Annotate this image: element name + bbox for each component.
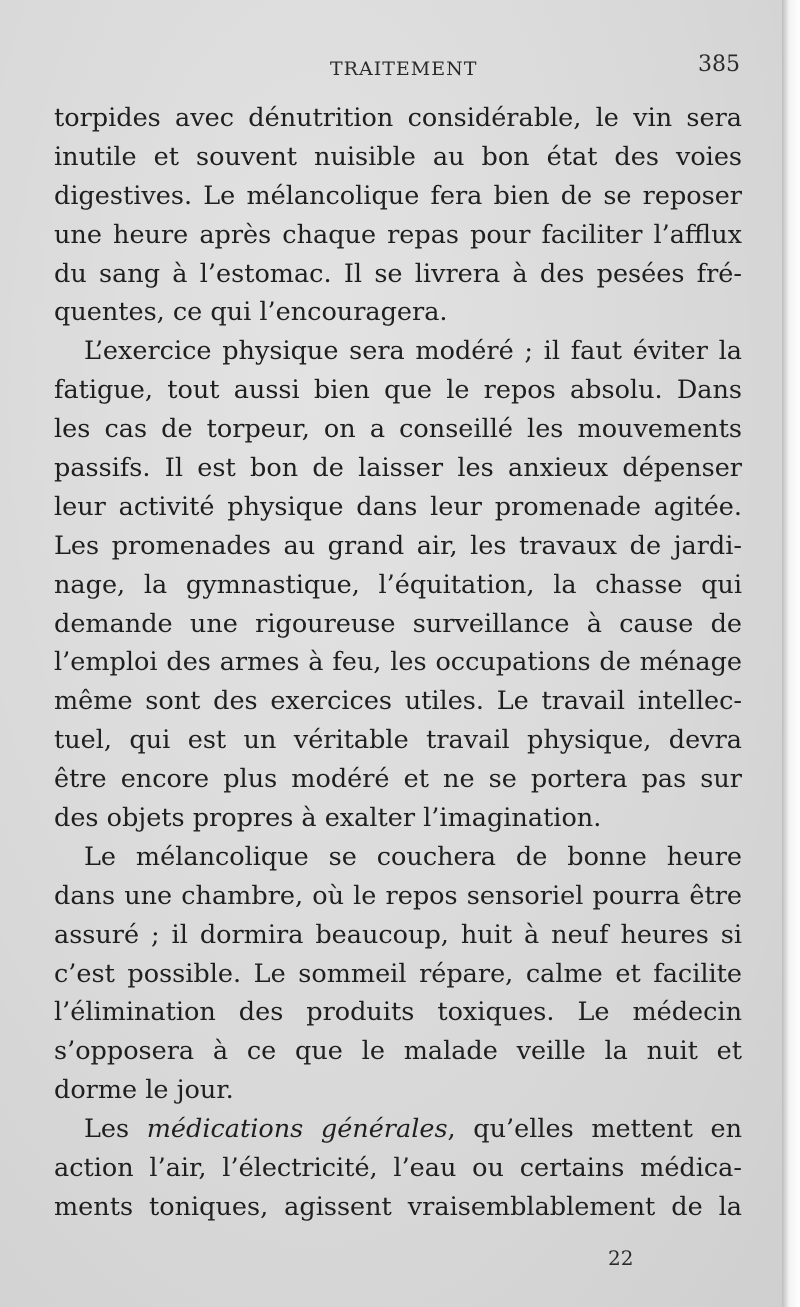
- page-number: 385: [698, 52, 740, 77]
- text-line: Les promenades au grand air, les travaux de jardi-: [54, 530, 742, 561]
- text-line: ments toniques, agissent vraisemblablement de la: [54, 1191, 742, 1222]
- text-line: torpides avec dénutrition considérable, le vin sera: [54, 103, 742, 133]
- text-line: leur activité physique dans leur promenade agitée.: [54, 491, 742, 522]
- text-line: même sont des exercices utiles. Le travail intellec-: [54, 686, 742, 717]
- text-fragment: , qu’elles mettent en: [447, 1114, 742, 1145]
- text-line: Le mélancolique se couchera de bonne heure: [84, 841, 742, 872]
- text-line: l’emploi des armes à feu, les occupations de ménage: [54, 647, 742, 678]
- text-line: dans une chambre, où le repos sensoriel pourra être: [54, 880, 742, 911]
- text-line: l’élimination des produits toxiques. Le médecin: [54, 997, 742, 1028]
- body-text: [54, 99, 742, 1227]
- text-line: L’exercice physique sera modéré ; il faut éviter la: [84, 336, 742, 367]
- text-line: c’est possible. Le sommeil répare, calme et facilite: [54, 958, 742, 989]
- text-line: nage, la gymnastique, l’équitation, la chasse qui: [54, 569, 742, 600]
- text-line: action l’air, l’électricité, l’eau ou certains médica-: [54, 1153, 742, 1184]
- italic-term: médications générales: [146, 1114, 448, 1145]
- text-line: passifs. Il est bon de laisser les anxieux dépenser: [54, 453, 742, 484]
- text-line: assuré ; il dormira beaucoup, huit à neuf heures si: [54, 919, 742, 950]
- text-line: du sang à l’estomac. Il se livrera à des pesées fré-: [54, 258, 742, 289]
- page-header: [0, 52, 782, 82]
- text-line: tuel, qui est un véritable travail physique, devra: [54, 725, 742, 756]
- text-line: s’opposera à ce que le malade veille la nuit et: [54, 1036, 742, 1067]
- signature-mark: 22: [608, 1246, 634, 1270]
- text-line: [54, 1110, 742, 1149]
- text-fragment: Les: [84, 1114, 147, 1145]
- text-line: quentes, ce qui l’encouragera.: [54, 297, 448, 328]
- text-line: des objets propres à exalter l’imagination.: [54, 803, 602, 834]
- text-line: fatigue, tout aussi bien que le repos absolu. Dans: [54, 375, 742, 406]
- page-edge: [782, 0, 800, 1307]
- text-line: demande une rigoureuse surveillance à cause de: [54, 608, 742, 639]
- running-title: TRAITEMENT: [330, 58, 478, 80]
- text-line: une heure après chaque repas pour faciliter l’afflux: [54, 219, 742, 250]
- text-line: inutile et souvent nuisible au bon état des voies: [54, 141, 742, 172]
- text-line: être encore plus modéré et ne se portera pas sur: [54, 764, 742, 795]
- text-line: dorme le jour.: [54, 1075, 234, 1106]
- text-line: digestives. Le mélancolique fera bien de se reposer: [54, 180, 742, 211]
- text-line: les cas de torpeur, on a conseillé les mouvements: [54, 414, 742, 445]
